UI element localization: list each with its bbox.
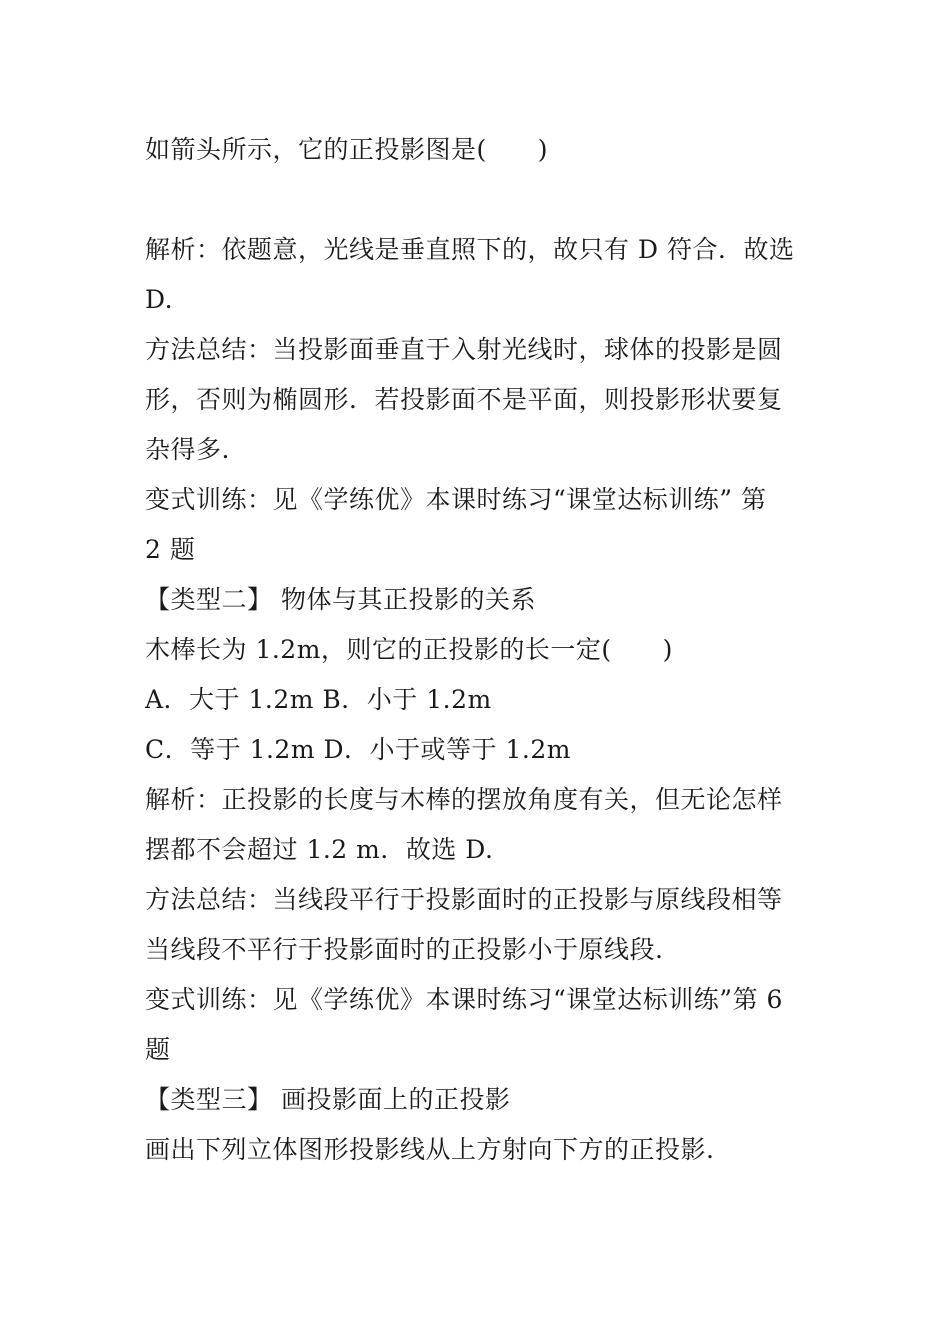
question-text-arrow-projection: 如箭头所示，它的正投影图是( ) (145, 135, 549, 164)
practice-2-line-1: 变式训练：见《学练优》本课时练习“课堂达标训练”第 6 (145, 985, 783, 1014)
section-heading-type-three: 【类型三】 画投影面上的正投影 (145, 1085, 511, 1114)
question-text-draw-projection: 画出下列立体图形投影线从上方射向下方的正投影. (145, 1135, 715, 1164)
method-summary-2-line-1: 方法总结：当线段平行于投影面时的正投影与原线段相等 (145, 885, 783, 914)
method-summary-line-3: 杂得多. (145, 435, 230, 464)
choice-row-ab: A．大于 1.2m B．小于 1.2m (145, 685, 492, 714)
analysis-line-1: 解析：依题意，光线是垂直照下的，故只有 D 符合．故选 (145, 235, 795, 264)
analysis-2-line-2: 摆都不会超过 1.2 m．故选 D. (145, 835, 494, 864)
section-heading-type-two: 【类型二】 物体与其正投影的关系 (145, 585, 536, 614)
method-summary-line-1: 方法总结：当投影面垂直于入射光线时，球体的投影是圆 (145, 335, 783, 364)
practice-2-line-2: 题 (145, 1035, 171, 1064)
method-summary-line-2: 形，否则为椭圆形．若投影面不是平面，则投影形状要复 (145, 385, 783, 414)
method-summary-2-line-2: 当线段不平行于投影面时的正投影小于原线段. (145, 935, 664, 964)
practice-line-2: 2 题 (145, 535, 196, 564)
question-text-stick-length: 木棒长为 1.2m，则它的正投影的长一定( ) (145, 635, 673, 664)
analysis-2-line-1: 解析：正投影的长度与木棒的摆放角度有关，但无论怎样 (145, 785, 783, 814)
choice-row-cd: C．等于 1.2m D．小于或等于 1.2m (145, 735, 571, 764)
analysis-line-2: D. (145, 285, 174, 314)
practice-line-1: 变式训练：见《学练优》本课时练习“课堂达标训练” 第 (145, 485, 767, 514)
